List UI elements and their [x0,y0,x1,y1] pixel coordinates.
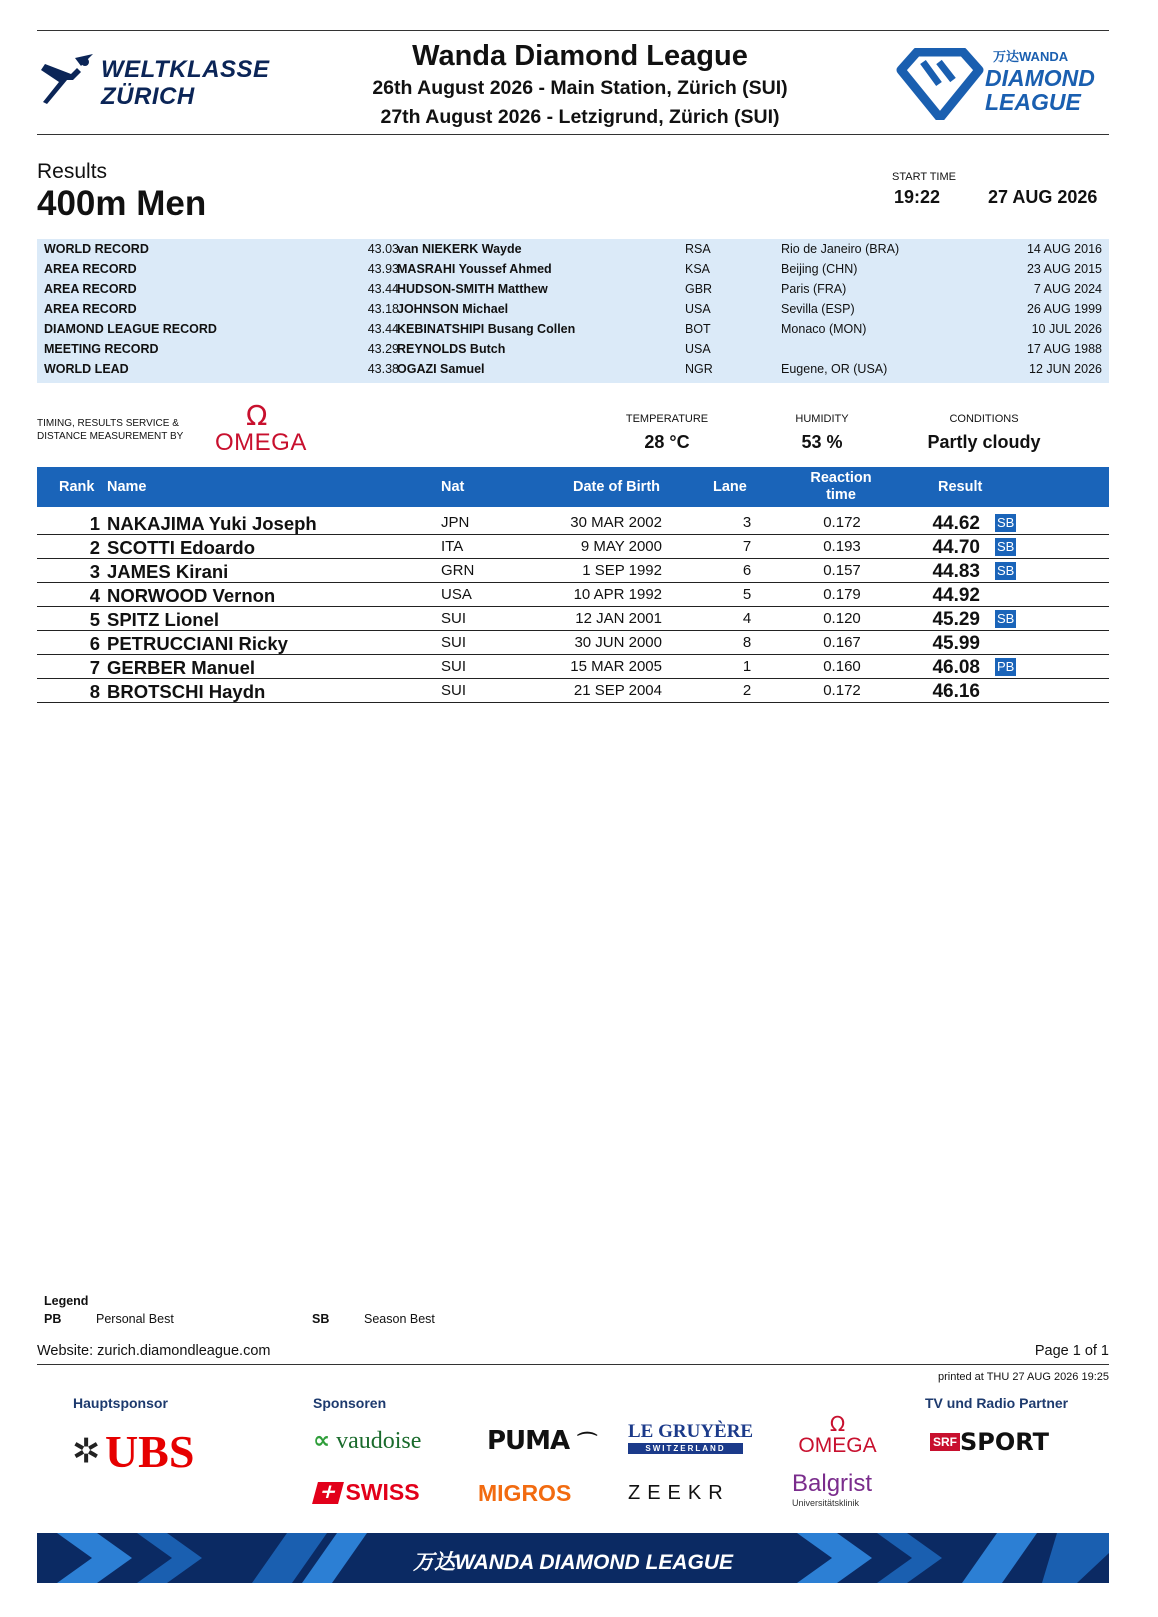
result-cell: 44.83 [932,561,980,582]
record-date: 17 AUG 1988 [1026,342,1102,356]
record-nat: BOT [685,322,711,336]
diamond-league-logo [895,44,1115,124]
meeting-date-line-2: 27th August 2026 - Letzigrund, Zürich (SUI) [380,106,780,128]
omega-sponsor-symbol-icon: Ω [829,1412,846,1436]
record-holder: REYNOLDS Butch [397,342,506,356]
reaction-cell: 0.193 [823,538,861,555]
website-link[interactable]: Website: zurich.diamondleague.com [37,1343,271,1359]
record-badge: SB [997,515,1015,530]
main-sponsor-label: Hauptsponsor [73,1395,168,1411]
dob-cell: 15 MAR 2005 [570,658,662,675]
migros-logo: MIGROS [478,1480,572,1506]
ubs-wordmark: UBS [104,1426,195,1477]
record-date: 26 AUG 1999 [1026,302,1102,316]
vaudoise-logo [313,1426,421,1455]
record-nat: USA [685,342,711,356]
swiss-wordmark: SWISS [345,1479,420,1505]
athlete-name: NAKAJIMA Yuki Joseph [107,513,317,534]
results-label: Results [37,160,108,183]
record-row [37,239,1109,259]
lane-cell: 2 [742,682,752,699]
record-row [37,359,1109,379]
nat-cell: SUI [441,658,467,675]
sponsors-label: Sponsoren [313,1395,387,1411]
temperature-value: 28 °C [644,432,690,452]
ubs-logo [72,1425,194,1478]
record-type: AREA RECORD [44,282,137,296]
banner-text: 万达WANDA DIAMOND LEAGUE [412,1551,734,1574]
record-type: AREA RECORD [44,262,137,276]
timing-label-line-1: TIMING, RESULTS SERVICE & [37,418,179,429]
record-row [37,319,1109,339]
result-cell: 44.70 [932,537,980,558]
result-cell: 46.16 [932,681,980,702]
record-date: 23 AUG 2015 [1026,262,1102,276]
printed-timestamp: printed at THU 27 AUG 2026 19:25 [937,1371,1109,1383]
event-date: 27 AUG 2026 [988,187,1098,207]
header-rank: Rank [59,479,95,495]
athlete-name: PETRUCCIANI Ricky [107,633,288,654]
record-nat: KSA [685,262,711,276]
brand-right-line-1: DIAMOND [985,65,1095,91]
lane-cell: 4 [742,610,752,627]
conditions-label: CONDITIONS [949,413,1019,425]
omega-sponsor-logo [790,1414,885,1458]
lane-cell: 5 [742,586,752,603]
nat-cell: USA [441,586,472,603]
record-mark: 43.29 [367,342,399,356]
zeekr-logo: ZEEKR [628,1482,730,1504]
record-type: WORLD RECORD [44,242,149,256]
puma-logo [487,1426,596,1456]
dob-cell: 1 SEP 1992 [582,562,662,579]
reaction-cell: 0.160 [823,658,861,675]
omega-wordmark: OMEGA [215,429,307,456]
table-row [37,582,1109,607]
table-row [37,534,1109,559]
rank-cell: 1 [89,513,100,534]
srf-sport-wordmark: SPORT [960,1428,1050,1456]
legend-code-pb: PB [44,1312,62,1326]
rank-cell: 2 [89,537,100,558]
record-row [37,339,1109,359]
record-type: MEETING RECORD [44,342,159,356]
header-result: Result [938,479,983,495]
record-mark: 43.44 [367,282,399,296]
puma-cat-icon: ⌒ [577,1430,597,1454]
header-nat: Nat [441,479,465,495]
brand-left-line-1: WELTKLASSE [101,56,270,83]
record-date: 7 AUG 2024 [1033,282,1102,296]
start-time: 19:22 [894,187,941,207]
meeting-date-line-1: 26th August 2026 - Main Station, Zürich (SUI) [372,77,788,99]
header-lane: Lane [713,479,747,495]
reaction-cell: 0.172 [823,514,861,531]
header-name: Name [107,479,147,495]
legend-code-sb: SB [312,1312,330,1326]
record-holder: JOHNSON Michael [397,302,509,316]
omega-timing-logo [208,399,318,456]
result-cell: 46.08 [932,657,980,678]
athlete-name: JAMES Kirani [107,561,229,582]
balgrist-wordmark: Balgrist [792,1470,873,1497]
record-nat: NGR [685,362,713,376]
reaction-cell: 0.120 [823,610,861,627]
reaction-cell: 0.157 [823,562,861,579]
record-date: 10 JUL 2026 [1031,322,1102,336]
athlete-name: BROTSCHI Haydn [107,681,266,702]
header-reaction-line-2: time [826,487,856,503]
table-row [37,558,1109,583]
tv-partner-label: TV und Radio Partner [925,1395,1069,1411]
nat-cell: SUI [441,634,467,651]
bottom-banner [37,1533,1109,1583]
brand-right-line-2: LEAGUE [985,89,1081,115]
meeting-header [300,38,860,132]
record-mark: 43.03 [367,242,399,256]
record-mark: 43.18 [367,302,399,316]
le-gruyere-logo [628,1421,754,1454]
rank-cell: 4 [89,585,100,606]
record-holder: MASRAHI Youssef Ahmed [397,262,552,276]
lane-cell: 6 [742,562,752,579]
record-date: 12 JUN 2026 [1029,362,1102,376]
record-venue: Beijing (CHN) [781,262,858,276]
record-row [37,279,1109,299]
puma-wordmark: PUMA [487,1426,570,1456]
wanda-label: 万达WANDA [993,49,1069,64]
conditions-value: Partly cloudy [927,432,1041,452]
humidity-value: 53 % [801,432,843,452]
nat-cell: SUI [441,682,467,699]
record-holder: HUDSON-SMITH Matthew [397,282,548,296]
rank-cell: 8 [89,681,100,702]
dob-cell: 9 MAY 2000 [580,538,662,555]
table-row [37,654,1109,679]
omega-sponsor-wordmark: OMEGA [798,1434,877,1457]
lane-cell: 1 [742,658,752,675]
dob-cell: 21 SEP 2004 [573,682,662,699]
nat-cell: ITA [441,538,464,555]
srf-sport-logo [930,1428,1049,1456]
omega-symbol-icon: Ω [246,399,268,432]
nat-cell: JPN [441,514,470,531]
record-venue: Eugene, OR (USA) [781,362,888,376]
records-panel [37,239,1109,383]
swiss-flag-icon [312,1478,344,1504]
record-row [37,299,1109,319]
record-mark: 43.93 [367,262,399,276]
record-badge: PB [997,659,1015,674]
record-badge: SB [997,563,1015,578]
table-row [37,678,1109,703]
rank-cell: 3 [89,561,100,582]
header-reaction-line-1: Reaction [810,470,872,486]
rank-cell: 5 [89,609,100,630]
record-venue: Rio de Janeiro (BRA) [781,242,900,256]
balgrist-logo [792,1470,872,1508]
nat-cell: SUI [441,610,467,627]
rank-cell: 7 [89,657,100,678]
temperature-label: TEMPERATURE [625,413,709,425]
timing-label [37,417,217,443]
record-venue: Monaco (MON) [781,322,867,336]
record-holder: van NIEKERK Wayde [397,242,522,256]
header-dob: Date of Birth [573,479,660,495]
legend-title: Legend [44,1294,89,1308]
record-nat: USA [685,302,711,316]
reaction-cell: 0.172 [823,682,861,699]
table-row [37,510,1109,535]
page-number: Page 1 of 1 [1034,1343,1109,1359]
dob-cell: 30 MAR 2002 [570,514,662,531]
ubs-keys-icon: ✲ [72,1431,101,1472]
record-mark: 43.38 [367,362,399,376]
record-type: AREA RECORD [44,302,137,316]
dob-cell: 30 JUN 2000 [574,634,662,651]
event-title: 400m Men [37,184,207,223]
athlete-icon [37,52,99,112]
le-gruyere-sub: SWITZERLAND [628,1443,743,1454]
legend-meaning-sb: Season Best [364,1312,435,1326]
record-holder: OGAZI Samuel [397,362,485,376]
top-rule [37,30,1109,31]
timing-label-line-2: DISTANCE MEASUREMENT BY [37,431,184,442]
table-row [37,606,1109,631]
nat-cell: GRN [441,562,475,579]
record-type: WORLD LEAD [44,362,129,376]
brand-left-line-2: ZÜRICH [101,83,195,110]
footer-rule [37,1364,1109,1365]
rank-cell: 6 [89,633,100,654]
dob-cell: 12 JAN 2001 [575,610,662,627]
swiss-logo [315,1479,420,1506]
humidity-label: HUMIDITY [795,413,849,425]
lane-cell: 7 [742,538,752,555]
record-venue: Sevilla (ESP) [781,302,855,316]
record-badge: SB [997,611,1015,626]
results-table-header [37,467,1109,507]
record-date: 14 AUG 2016 [1026,242,1102,256]
record-badge: SB [997,539,1015,554]
header-rule [37,134,1109,135]
record-mark: 43.44 [367,322,399,336]
record-venue: Paris (FRA) [781,282,847,296]
athlete-name: SCOTTI Edoardo [107,537,255,558]
swiss-cross-icon: + [317,1478,341,1503]
vaudoise-leaf-icon: ∝ [313,1426,331,1454]
srf-badge: SRF [930,1433,960,1451]
meeting-title: Wanda Diamond League [412,40,748,72]
result-cell: 44.62 [932,513,980,534]
reaction-cell: 0.167 [823,634,861,651]
result-cell: 44.92 [932,585,980,606]
result-cell: 45.29 [932,609,980,630]
reaction-cell: 0.179 [823,586,861,603]
record-row [37,259,1109,279]
legend-meaning-pb: Personal Best [96,1312,174,1326]
record-holder: KEBINATSHIPI Busang Collen [397,322,576,336]
athlete-name: SPITZ Lionel [107,609,220,630]
lane-cell: 3 [742,514,752,531]
weltklasse-zurich-logo [37,52,297,114]
record-type: DIAMOND LEAGUE RECORD [44,322,217,336]
diamond-icon [895,48,985,120]
record-nat: RSA [685,242,711,256]
header-reaction-time [791,470,891,504]
le-gruyere-wordmark: LE GRUYÈRE [628,1421,754,1442]
result-cell: 45.99 [932,633,980,654]
lane-cell: 8 [742,634,752,651]
balgrist-sub: Universitätsklinik [792,1498,860,1508]
start-time-label: START TIME [892,171,956,183]
athlete-name: NORWOOD Vernon [107,585,276,606]
record-nat: GBR [685,282,713,296]
dob-cell: 10 APR 1992 [573,586,662,603]
vaudoise-wordmark: vaudoise [336,1428,422,1454]
athlete-name: GERBER Manuel [107,657,256,678]
table-row [37,630,1109,655]
